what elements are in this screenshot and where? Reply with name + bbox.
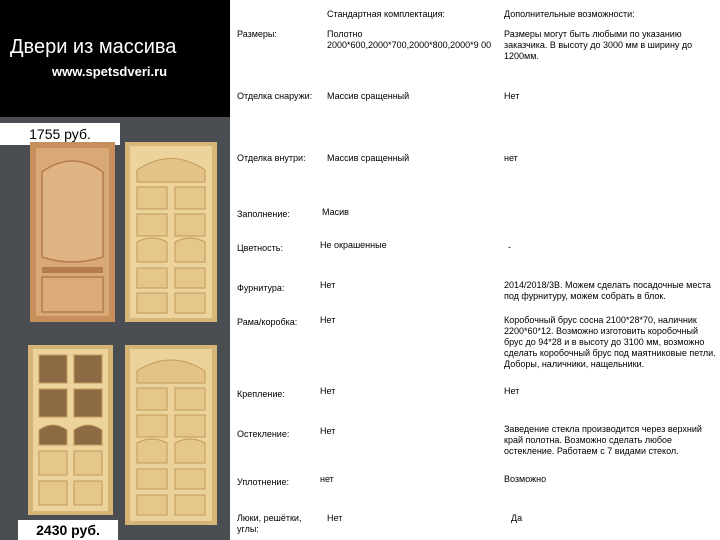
row-label: Уплотнение: — [237, 477, 289, 487]
door-smooth-arched-image — [30, 142, 115, 322]
row-label: Отделка внутри: — [237, 153, 306, 163]
row-label: Размеры: — [237, 29, 277, 39]
row-extra: 2014/2018/3В. Можем сделать посадочные места под фурнитуру, можем собрать в блок. — [504, 280, 711, 301]
row-label: Остекление: — [237, 429, 290, 439]
door-panel-pine-image — [125, 142, 217, 322]
row-standard: нет — [320, 474, 334, 484]
row-extra: Размеры могут быть любыми по указанию заказчика. В высоту до 3000 мм в ширину до 1200мм. — [504, 29, 693, 61]
row-extra: - — [508, 242, 511, 252]
row-standard: Массив сращенный — [327, 153, 410, 163]
row-standard: Нет — [327, 513, 343, 523]
row-label: Заполнение: — [237, 209, 290, 219]
row-label: Крепление: — [237, 389, 285, 399]
row-label: Рама/коробка: — [237, 317, 298, 327]
door-glazed-pine-image — [28, 345, 113, 515]
row-standard: Нет — [320, 280, 336, 290]
row-label: Люки, решётки, углы: — [237, 513, 302, 534]
row-standard: Массив сращенный — [327, 91, 410, 101]
row-standard: Масив — [322, 207, 349, 217]
header-box — [0, 0, 230, 117]
price-top: 1755 руб. — [0, 123, 120, 145]
row-label: Цветность: — [237, 243, 283, 253]
row-label: Отделка снаружи: — [237, 91, 313, 101]
row-extra: Нет — [504, 91, 520, 101]
header-standard: Стандартная комплектация: — [327, 9, 446, 19]
price-bottom: 2430 руб. — [18, 520, 118, 540]
row-extra: Коробочный брус сосна 2100*28*70, наличник 2200*60*12. Возможно изготовить коробочный брус до 94*28 и в высоту до 3100 мм, возможно сделать коробочный брус под маятниковые петли. Доборы, наличники, нащельники. — [504, 315, 716, 369]
header-extra: Дополнительные возможности: — [504, 9, 635, 19]
row-standard: Полотно 2000*600,2000*700,2000*800,2000*9 00 — [327, 29, 492, 50]
row-extra: Заведение стекла производится через верхний край полотна. Возможно сделать любое остекление. Работаем с 7 видами стекол. — [504, 424, 702, 456]
row-standard: Не окрашенные — [320, 240, 387, 250]
row-extra: Нет — [504, 386, 520, 396]
row-standard: Нет — [320, 386, 336, 396]
site-url: www.spetsdveri.ru — [52, 64, 168, 79]
row-label: Фурнитура: — [237, 283, 285, 293]
door-panel-pine-2-image — [125, 345, 217, 525]
page-title: Двери из массива — [10, 36, 177, 58]
row-standard: Нет — [320, 315, 336, 325]
row-extra: Да — [511, 513, 523, 523]
row-extra: Возможно — [504, 474, 547, 484]
row-standard: Нет — [320, 426, 336, 436]
row-extra: нет — [504, 153, 518, 163]
